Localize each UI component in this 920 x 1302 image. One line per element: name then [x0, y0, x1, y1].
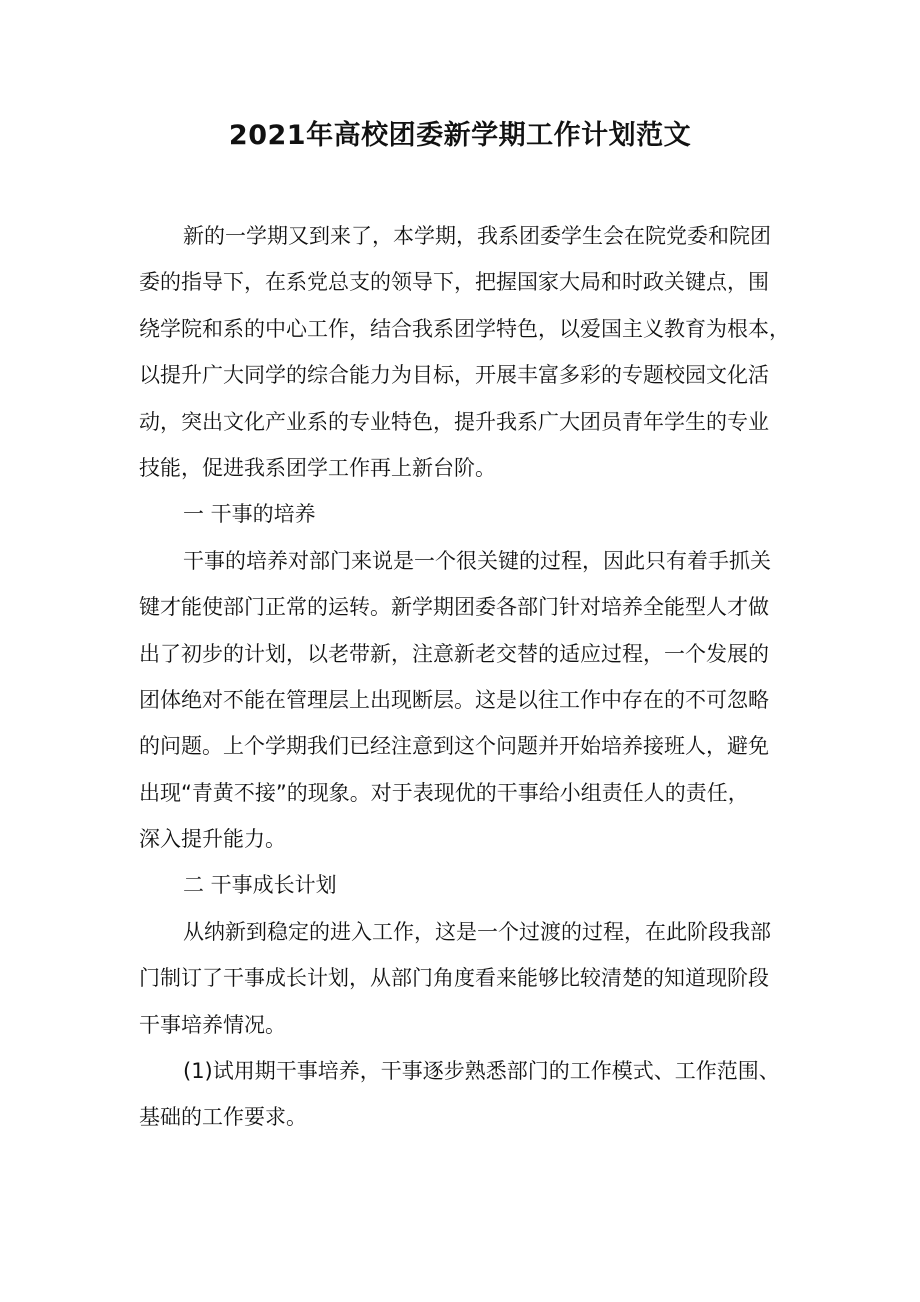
text-line: 门制订了干事成长计划，从部门角度看来能够比较清楚的知道现阶段	[139, 966, 769, 991]
text-line: 出现“青黄不接”的现象。对于表现优的干事给小组责任人的责任，	[139, 780, 749, 805]
text-line: 技能，促进我系团学工作再上新台阶。	[139, 455, 496, 480]
text-line: 干事培养情况。	[139, 1012, 286, 1037]
text-line: 键才能使部门正常的运转。新学期团委各部门针对培养全能型人才做	[139, 595, 769, 620]
text-line: 深入提升能力。	[139, 827, 286, 852]
text-line: 出了初步的计划，以老带新，注意新老交替的适应过程，一个发展的	[139, 641, 769, 666]
text-line: 团体绝对不能在管理层上出现断层。这是以往工作中存在的不可忽略	[139, 687, 769, 712]
text-line: (1)试用期干事培养，干事逐步熟悉部门的工作模式、工作范围、	[183, 1059, 780, 1084]
text-line: 以提升广大同学的综合能力为目标，开展丰富多彩的专题校园文化活	[139, 363, 769, 388]
text-line: 干事的培养对部门来说是一个很关键的过程，因此只有着手抓关	[183, 548, 771, 573]
text-line: 动，突出文化产业系的专业特色，提升我系广大团员青年学生的专业	[139, 409, 769, 434]
text-line: 新的一学期又到来了，本学期，我系团委学生会在院党委和院团	[183, 224, 771, 248]
text-line: 基础的工作要求。	[139, 1105, 307, 1130]
document-body	[139, 213, 799, 1141]
text-line: 委的指导下，在系党总支的领导下，把握国家大局和时政关键点，围	[139, 270, 769, 295]
text-line: 一 干事的培养	[183, 502, 316, 527]
text-line: 二 干事成长计划	[183, 873, 337, 898]
text-line: 绕学院和系的中心工作，结合我系团学特色，以爱国主义教育为根本，	[139, 316, 790, 341]
text-line: 的问题。上个学期我们已经注意到这个问题并开始培养接班人，避免	[139, 734, 769, 759]
text-line: 从纳新到稳定的进入工作，这是一个过渡的过程，在此阶段我部	[183, 919, 771, 944]
document-title: 2021年高校团委新学期工作计划范文	[228, 120, 692, 151]
